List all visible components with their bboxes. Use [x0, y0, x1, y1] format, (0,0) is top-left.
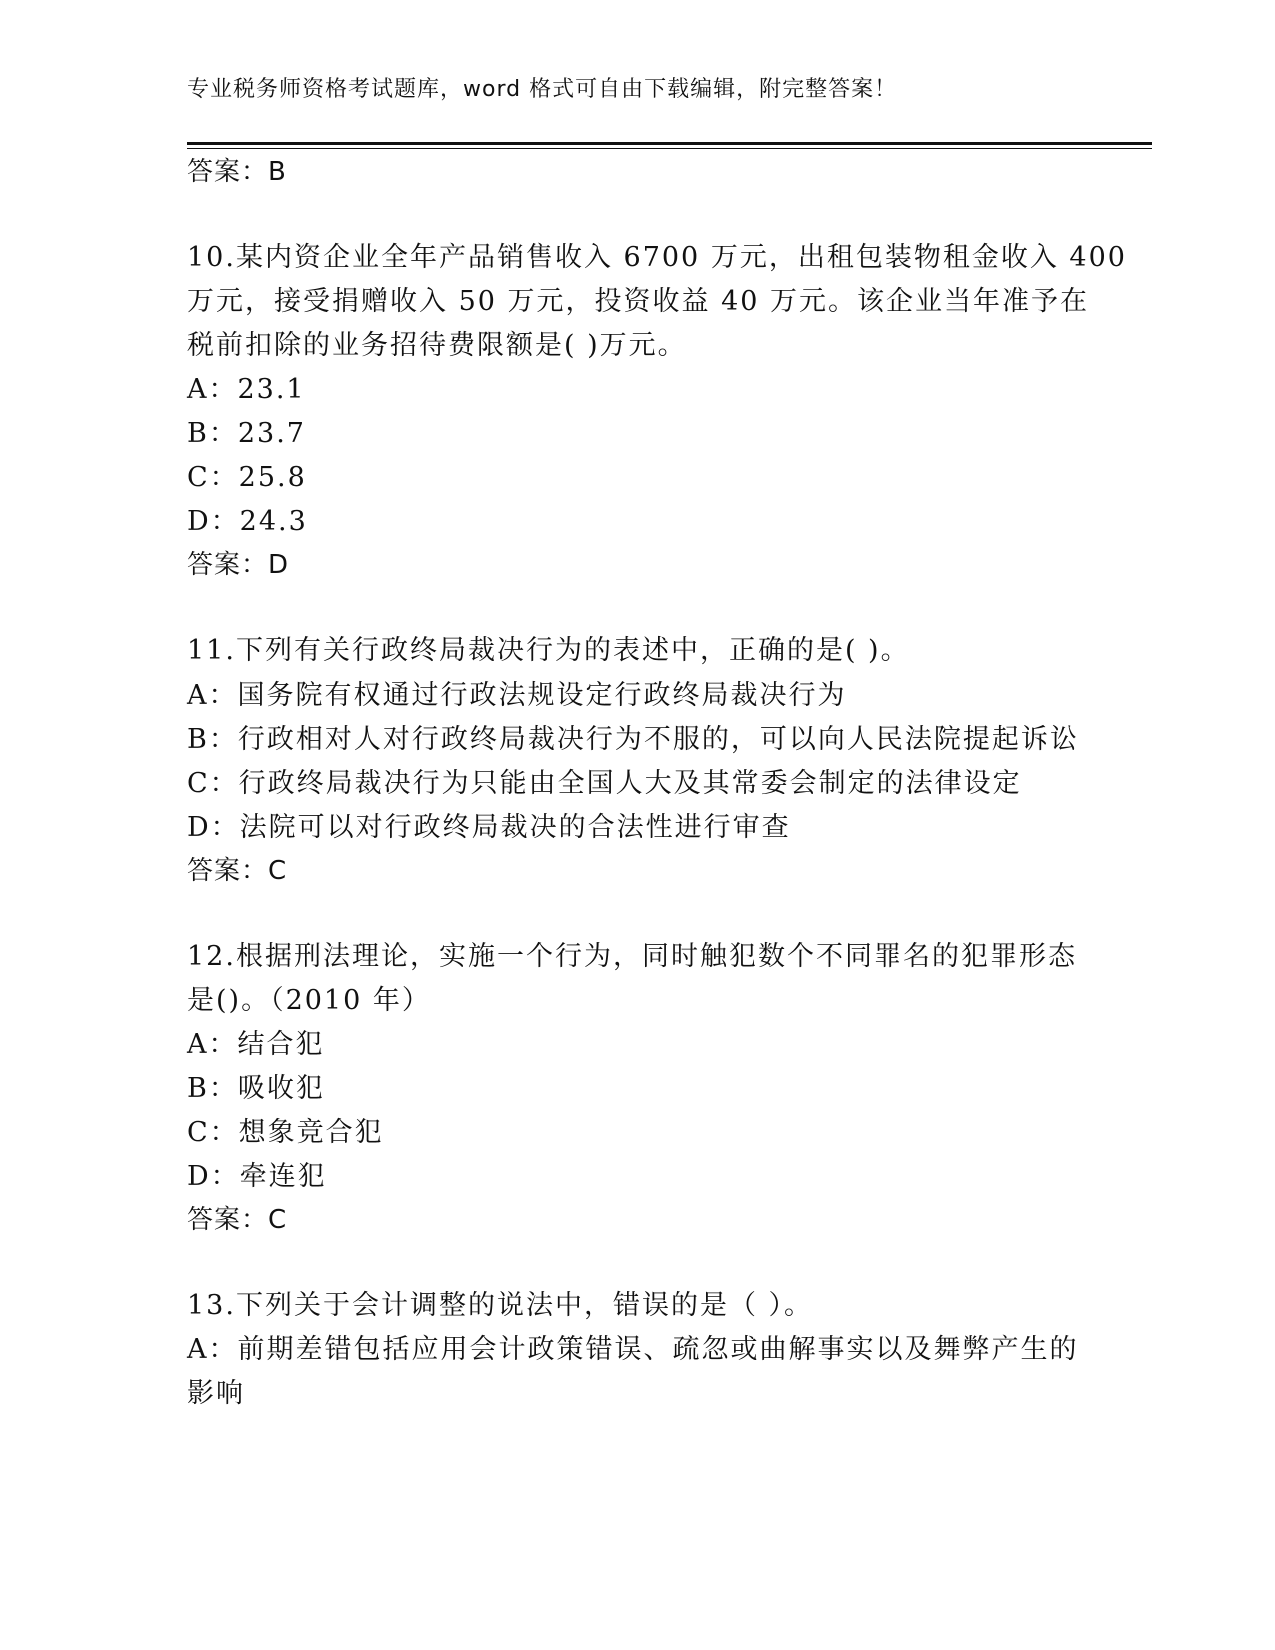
q12-answer: 答案：C [187, 1205, 288, 1235]
q10-option-b: B：23.7 [187, 418, 306, 449]
q12-option-b: B：吸收犯 [187, 1073, 325, 1104]
q12-option-a: A：结合犯 [187, 1029, 325, 1060]
q10-option-c: C：25.8 [187, 462, 307, 493]
q10-option-d: D：24.3 [187, 506, 308, 537]
q13-option-a: A：前期差错包括应用会计政策错误、疏忽或曲解事实以及舞弊产生的 [187, 1334, 1079, 1365]
q13-stem-line-1: 13.下列关于会计调整的说法中，错误的是（ ）。 [187, 1290, 814, 1321]
q12-option-c: C：想象竞合犯 [187, 1117, 384, 1148]
q12-stem-line-1: 12.根据刑法理论，实施一个行为，同时触犯数个不同罪名的犯罪形态 [187, 941, 1077, 972]
q10-option-a: A：23.1 [187, 374, 306, 405]
q10-answer: 答案：D [187, 550, 290, 580]
q10-stem-line-2: 万元，接受捐赠收入 50 万元，投资收益 40 万元。该企业当年准予在 [187, 286, 1090, 317]
q10-stem-line-3: 税前扣除的业务招待费限额是( )万元。 [187, 330, 687, 361]
q11-option-d: D：法院可以对行政终局裁决的合法性进行审查 [187, 812, 791, 843]
q12-option-d: D：牵连犯 [187, 1161, 327, 1192]
q11-stem-line-1: 11.下列有关行政终局裁决行为的表述中，正确的是( )。 [187, 635, 910, 666]
q11-option-a: A：国务院有权通过行政法规设定行政终局裁决行为 [187, 680, 847, 711]
q11-answer: 答案：C [187, 856, 288, 886]
q11-option-c: C：行政终局裁决行为只能由全国人大及其常委会制定的法律设定 [187, 768, 1022, 799]
q13-option-a-continued: 影响 [187, 1378, 245, 1409]
header-divider [187, 142, 1152, 149]
answer-prev: 答案：B [187, 157, 287, 187]
q10-stem-line-1: 10.某内资企业全年产品销售收入 6700 万元，出租包装物租金收入 400 [187, 242, 1127, 273]
q11-option-b: B：行政相对人对行政终局裁决行为不服的，可以向人民法院提起诉讼 [187, 724, 1079, 755]
q12-stem-line-2: 是()。（2010 年） [187, 985, 431, 1016]
page-header: 专业税务师资格考试题库，word 格式可自由下载编辑，附完整答案！ [187, 77, 898, 102]
